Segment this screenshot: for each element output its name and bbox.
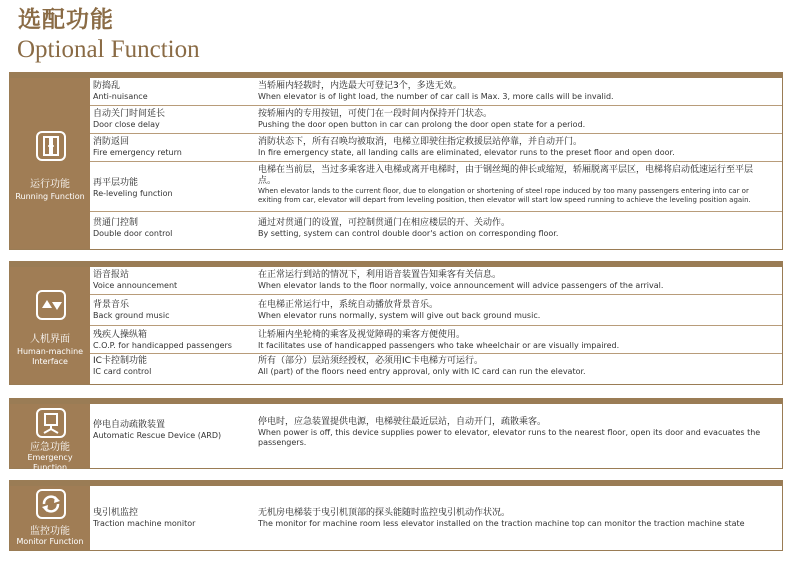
table-row <box>90 134 782 162</box>
feature-name-en: Traction machine monitor <box>93 519 196 528</box>
table-row <box>90 354 782 378</box>
section-sidebar <box>10 267 90 384</box>
section-label-cn: 人机界面 <box>30 334 70 345</box>
table-row <box>90 162 782 212</box>
feature-name-en: C.O.P. for handicapped passengers <box>93 341 232 350</box>
feature-name-cn: 残疾人操纵箱 <box>93 330 148 340</box>
section-sidebar <box>10 486 90 550</box>
feature-desc-en: It facilitates use of handicapped passengers who take wheelchair or are visually impaired. <box>258 341 620 350</box>
feature-name-cn: 背景音乐 <box>93 300 130 310</box>
feature-desc-cn: 无机房电梯装于曳引机顶部的探头能随时监控曳引机动作状况。 <box>258 508 511 518</box>
section-label-en: Human-machine Interface <box>16 347 84 366</box>
section-human-machine-interface <box>9 261 783 385</box>
section-sidebar <box>10 78 90 249</box>
feature-desc-en: The monitor for machine room less elevator installed on the traction machine top can monitor the traction machine state <box>258 519 745 528</box>
feature-name-cn: IC卡控制功能 <box>93 356 147 366</box>
section-label-cn: 运行功能 <box>30 179 70 190</box>
section-label-en: Monitor Function <box>16 537 84 546</box>
section-emergency-function <box>9 398 783 472</box>
door-panel-icon <box>36 131 66 161</box>
feature-desc-cn: 让轿厢内坐轮椅的乘客及视觉障碍的乘客方便使用。 <box>258 330 466 340</box>
section-sidebar <box>10 404 90 472</box>
feature-name-en: IC card control <box>93 367 152 376</box>
section-label-cn: 监控功能 <box>30 526 70 537</box>
feature-desc-en: By setting, system can control double door's action on corresponding floor. <box>258 229 559 238</box>
section-running-function <box>9 72 783 250</box>
feature-name-cn: 防捣乱 <box>93 81 121 91</box>
section-label-en: Running Function <box>15 192 85 201</box>
feature-name-cn: 语音报站 <box>93 270 130 280</box>
feature-desc-cn: 电梯在当前层，当过多乘客进入电梯或离开电梯时，由于钢丝绳的伸长或缩短，轿厢脱离平层区，电梯将启动低速运行至平层点。 <box>258 165 754 186</box>
section-label-cn: 应急功能 <box>30 442 70 453</box>
feature-name-en: Door close delay <box>93 120 160 129</box>
feature-name-en: Automatic Rescue Device (ARD) <box>93 431 222 440</box>
table-row <box>90 326 782 354</box>
feature-name-en: Re-leveling function <box>93 189 173 198</box>
feature-desc-en: When power is off, this device supplies power to elevator, elevator runs to the nearest floor, open its door and evacuates the passengers. <box>258 428 761 447</box>
section-monitor-function <box>9 480 783 551</box>
feature-name-en: Anti-nuisance <box>93 92 148 101</box>
table-row <box>90 486 782 544</box>
feature-desc-en: When elevator is of light load, the number of car call is Max. 3, more calls will be invalid. <box>258 92 614 101</box>
up-down-arrows-icon <box>36 290 66 320</box>
table-row <box>90 212 782 243</box>
feature-desc-cn: 所有（部分）层站须经授权，必须用IC卡电梯方可运行。 <box>258 356 483 366</box>
feature-desc-en: In fire emergency state, all landing calls are eliminated, elevator runs to the preset floor and open door. <box>258 148 675 157</box>
section-label-en: Emergency Function <box>27 453 73 472</box>
feature-desc-en: When elevator lands to the floor normally, voice announcement will advice passengers of the arrival. <box>258 281 664 290</box>
feature-desc-cn: 通过对贯通门的设置，可控制贯通门在相应楼层的开、关动作。 <box>258 218 511 228</box>
table-row <box>90 267 782 295</box>
feature-desc-en: Pushing the door open button in car can prolong the door open state for a period. <box>258 120 586 129</box>
feature-desc-cn: 在电梯正常运行中，系统自动播放背景音乐。 <box>258 300 439 310</box>
feature-name-cn: 停电自动疏散装置 <box>93 420 166 430</box>
table-row <box>90 404 782 462</box>
feature-name-en: Back ground music <box>93 311 170 320</box>
page-title-en: Optional Function <box>17 36 200 63</box>
feature-name-en: Voice announcement <box>93 281 178 290</box>
table-row <box>90 295 782 326</box>
feature-desc-en: All (part) of the floors need entry approval, only with IC card can run the elevator. <box>258 367 586 376</box>
table-row <box>90 106 782 134</box>
feature-name-cn: 消防返回 <box>93 137 130 147</box>
feature-name-cn: 曳引机监控 <box>93 508 139 518</box>
feature-name-cn: 贯通门控制 <box>93 218 139 228</box>
feature-desc-cn: 停电时，应急装置提供电源，电梯驶往最近层站，自动开门，疏散乘客。 <box>258 417 547 427</box>
feature-name-cn: 再平层功能 <box>93 178 139 188</box>
feature-desc-cn: 消防状态下，所有召唤均被取消，电梯立即驶往指定救援层站停靠，并自动开门。 <box>258 137 583 147</box>
feature-desc-cn: 按轿厢内的专用按钮，可使门在一段时间内保持开门状态。 <box>258 109 493 119</box>
feature-name-cn: 自动关门时间延长 <box>93 109 166 119</box>
cycle-arrows-icon <box>36 489 66 519</box>
table-row <box>90 78 782 106</box>
feature-name-en: Fire emergency return <box>93 148 182 157</box>
page-title-cn: 选配功能 <box>18 6 114 33</box>
feature-name-en: Double door control <box>93 229 173 238</box>
feature-desc-en: When elevator runs normally, system will give out back ground music. <box>258 311 541 320</box>
feature-desc-en: When elevator lands to the current floor, due to elongation or shortening of steel rope induced by too many passengers entering into car or exiting from car, elevator will depart from leveling position, then elevator will start low speed running to achieve the leveling position again. <box>258 187 751 204</box>
feature-desc-cn: 在正常运行到站的情况下，利用语音装置告知乘客有关信息。 <box>258 270 502 280</box>
feature-desc-cn: 当轿厢内轻载时，内选最大可登记3个，多选无效。 <box>258 81 462 91</box>
emergency-exit-icon <box>36 408 66 438</box>
